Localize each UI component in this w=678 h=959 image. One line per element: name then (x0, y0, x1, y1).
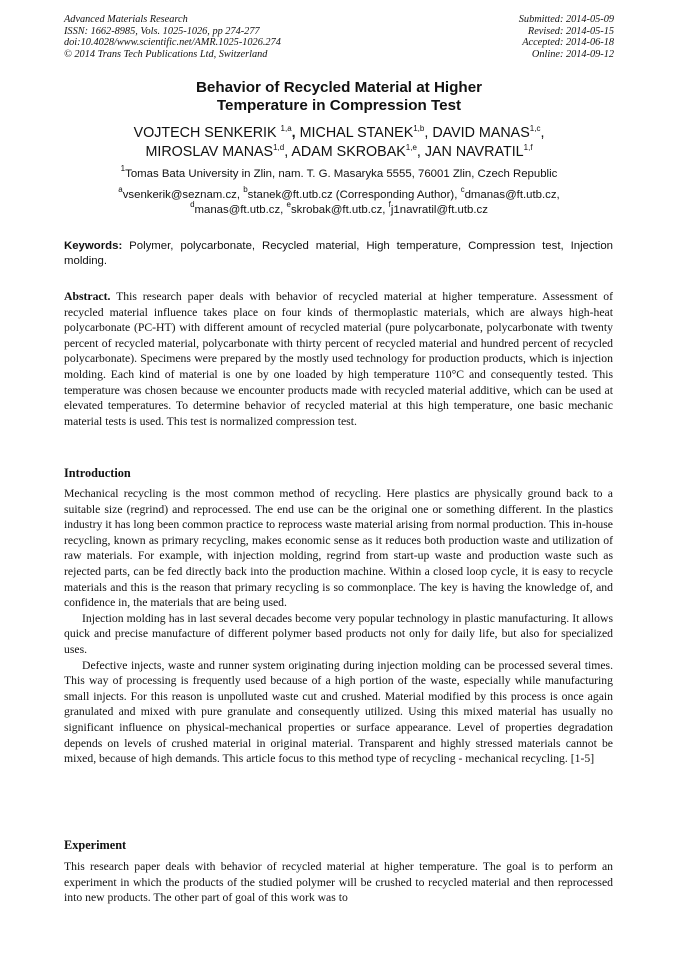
title-line-1: Behavior of Recycled Material at Higher (195, 79, 483, 96)
email-sup: e (286, 199, 291, 209)
paragraph: This research paper deals with behavior of recycled material at higher temperature. The goal is to perform an experiment in which the products of the studied polymer will be crushed to recycled material and then reprocessed into new products. The other part of goal of this work was to (64, 860, 613, 905)
email-sup: d (190, 199, 195, 209)
abstract-label: Abstract. (64, 290, 111, 303)
paragraph: Injection molding has in last several decades become very popular technology in plastic manufacturing. It allows quick and precise manufacture of different polymer based products not only for daily life, but also for specialized uses. (64, 611, 613, 656)
affiliation-text: Tomas Bata University in Zlin, nam. T. G. Masaryka 5555, 76001 Zlin, Czech Republic (125, 168, 558, 180)
email-sup: c (460, 185, 465, 194)
author-name: ADAM SKROBAK (291, 143, 406, 160)
experiment-body (64, 859, 613, 906)
paragraph: Mechanical recycling is the most common method of recycling. Here plastics are physically ground back to a suitable size (regrind) and reprocessed. The end use can be the original one or something different. In the plastics industry it has long been common practice to reprocess waste material arising from normal production. This in-house recycling, known as primary recycling, makes economic sense as it reduces both production waste and utilization of raw materials. For example, with injection molding, regrind from start-up waste and production waste such as rejected parts, can be fed directly back into the production machine. Within a closed loop cycle, it is easy to recycle materials and this is the reason that primary recycling is so commonplace. The key is having the knowledge of, and confidence in, the materials that are being used. (64, 487, 613, 610)
keywords-label: Keywords: (64, 240, 123, 252)
emails-line-1: $^a$vsenkerik@seznam.cz, $^b$stanek@ft.utb.cz (Corresponding Author), $^c$dmanas@ft.utb.cz, (118, 185, 560, 201)
paper-title (64, 79, 614, 115)
email-address: vsenkerik@seznam.cz (122, 189, 237, 201)
author-sup: 1,a (280, 124, 292, 133)
email-address: stanek@ft.utb.cz (Corresponding Author) (247, 189, 455, 201)
publication-info (64, 14, 281, 60)
author-sup: 1,c (529, 124, 541, 133)
author-sup: 1,f (523, 142, 533, 152)
email-address: skrobak@ft.utb.cz (290, 203, 383, 216)
submitted-date: Submitted: 2014-05-09 (518, 14, 614, 25)
email-address: manas@ft.utb.cz (194, 203, 281, 216)
keywords-text: Polymer, polycarbonate, Recycled material, High temperature, Compression test, Injection molding. (64, 240, 613, 267)
author-name: VOJTECH SENKERIK (133, 125, 277, 141)
online-date: Online: 2014-09-12 (531, 48, 614, 60)
experiment-heading: Experiment (64, 838, 127, 852)
affiliation (64, 164, 614, 181)
doi-line: doi:10.4028/www.scientific.net/AMR.1025-1026.274 (64, 37, 281, 49)
email-list (64, 185, 614, 217)
abstract-block (64, 289, 613, 429)
submission-dates (519, 14, 614, 60)
abstract-text: This research paper deals with behavior of recycled material at higher temperature. Assessment of recycled material influence takes place on four kinds of thermoplastic materials, which are always high-heat polycarbonate (PC-HT) with different amount of recycled material (pure polycarbonate, polycarbonate with twenty percent of recycled material, polycarbonate with thirty percent of recycled material and hundred percent of recycled polycarbonate). Specimens were prepared by the mostly used technology for production products, which is injection molding. Each kind of material is one by one loaded by high temperature 110°C and consequently tested. This temperature was chosen because we encounter products made with recycled material additive, which can be used at elevated temperatures. To determine behavior of recycled material at this high temperature, one basic mechanic material tests is used. This test is normalized compression test. (64, 290, 613, 428)
introduction-body (64, 486, 613, 767)
author-name: MIROSLAV MANAS (145, 143, 274, 160)
author-name: MICHAL STANEK (299, 125, 414, 141)
issn-line: ISSN: 1662-8985, Vols. 1025-1026, pp 274-277 (64, 25, 260, 37)
author-name: JAN NAVRATIL (424, 143, 524, 160)
introduction-heading: Introduction (64, 466, 131, 480)
title-line-2: Temperature in Compression Test (216, 97, 462, 114)
paragraph: Defective injects, waste and runner system originating during injection molding can be processed several times. This way of processing is frequently used because of a high portion of the waste, especially while manufacturing small injects. For this reason is unpolluted waste cut and crushed. Material modified by this process is once again granulated and mixed with pure granulate and consequently utilized. Using this mixed material has usually no significant influence on physical-mechanical properties or surface appearance. Level of properties degradation depends on levels of crushed material in original material. Transparent and highly stressed materials cannot be mixed, because of high demands. This article focus to this method type of recycling - mechanical recycling. [1-5] (64, 658, 613, 766)
affiliation-sup: 1 (120, 164, 126, 173)
author-name: DAVID MANAS (432, 125, 530, 141)
accepted-date: Accepted: 2014-06-18 (522, 37, 614, 49)
emails-line-2: $^d$manas@ft.utb.cz, $^e$skrobak@ft.utb.cz, $^f$j1navratil@ft.utb.cz (190, 199, 488, 216)
email-sup: f (388, 199, 391, 209)
email-address: dmanas@ft.utb.cz (464, 189, 557, 201)
author-list (64, 124, 614, 161)
authors-line-1: VOJTECH SENKERIK $^{1,a}$, MICHAL STANEK$^{1,b}$, DAVID MANAS$^{1,c}$, (133, 124, 545, 141)
email-sup: a (118, 185, 123, 194)
author-sup: 1,b (413, 124, 425, 133)
journal-name: Advanced Materials Research (64, 14, 188, 25)
email-address: j1navratil@ft.utb.cz (390, 203, 488, 216)
authors-line-2: MIROSLAV MANAS$^{1,d}$, ADAM SKROBAK$^{1,e}$, JAN NAVRATIL$^{1,f}$ (145, 142, 533, 160)
author-sup: 1,d (273, 142, 285, 152)
author-sup: 1,e (405, 142, 417, 152)
copyright-line: © 2014 Trans Tech Publications Ltd, Switzerland (64, 48, 268, 60)
email-sup: b (243, 185, 248, 194)
revised-date: Revised: 2014-05-15 (527, 25, 614, 37)
keywords-block (64, 239, 613, 269)
